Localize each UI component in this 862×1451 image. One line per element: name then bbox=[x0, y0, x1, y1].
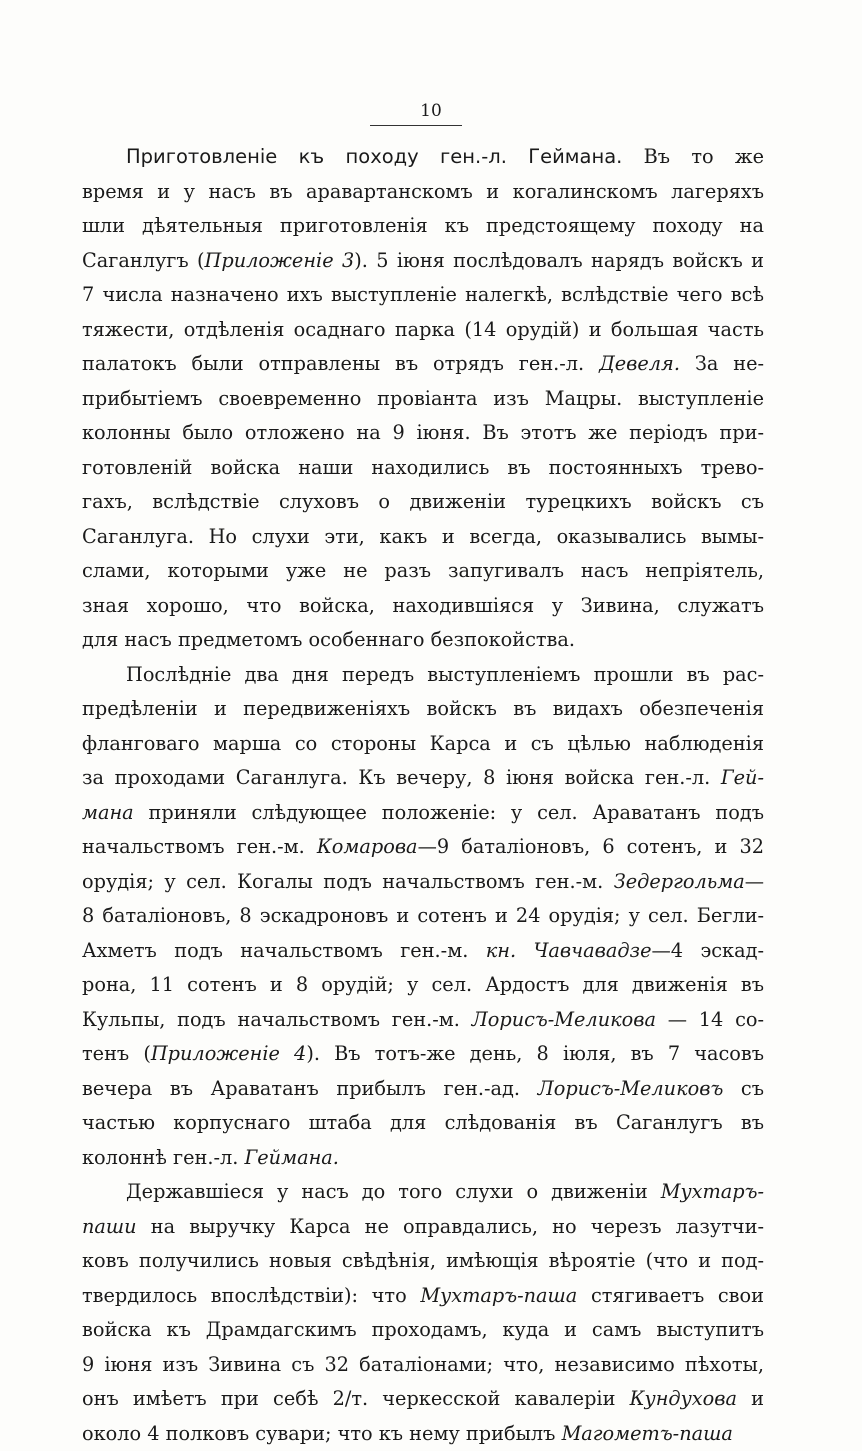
italic-text: Приложеніе 4 bbox=[151, 1042, 306, 1065]
text-run: тенъ ( bbox=[82, 1042, 151, 1065]
italic-text: Лорисъ-Меликовъ bbox=[538, 1077, 724, 1100]
text-run: Послѣдніе два дня передъ выступленіемъ прошли въ рас- bbox=[126, 663, 764, 686]
section-heading: Приготовленіе къ походу ген.-л. Геймана. bbox=[126, 145, 622, 168]
text-line bbox=[82, 1244, 764, 1279]
body-text bbox=[82, 140, 764, 1451]
italic-text: Девеля. bbox=[599, 352, 680, 375]
text-line bbox=[82, 209, 764, 244]
text-run: Саганлугъ ( bbox=[82, 249, 205, 272]
text-line bbox=[82, 1313, 764, 1348]
text-run: приняли слѣдующее положеніе: у сел. Араватанъ подъ bbox=[134, 801, 764, 824]
page-number: 10 bbox=[0, 101, 862, 121]
text-run: вечера въ Араватанъ прибылъ ген.-ад. bbox=[82, 1077, 538, 1100]
paragraph bbox=[82, 140, 764, 658]
text-run: гахъ, вслѣдствіе слуховъ о движеніи турецкихъ войскъ съ bbox=[82, 490, 764, 513]
text-run: палатокъ были отправлены въ отрядъ ген.-л. bbox=[82, 352, 599, 375]
text-run: съ bbox=[723, 1077, 764, 1100]
text-line bbox=[82, 278, 764, 313]
text-line bbox=[82, 865, 764, 900]
text-line bbox=[82, 658, 764, 693]
text-run: зная хорошо, что войска, находившіяся у Зивина, служатъ bbox=[82, 594, 764, 617]
text-run: ковъ получились новыя свѣдѣнія, имѣющія вѣроятіе (что и под- bbox=[82, 1249, 764, 1272]
text-run: на выручку Карса не оправдались, но черезъ лазутчи- bbox=[137, 1215, 764, 1238]
text-run: Кульпы, подъ начальствомъ ген.-м. bbox=[82, 1008, 472, 1031]
text-run: войска къ Драмдагскимъ проходамъ, куда и самъ выступитъ bbox=[82, 1318, 764, 1341]
text-run: — 14 со- bbox=[656, 1008, 764, 1031]
italic-text: Зедергольма bbox=[614, 870, 745, 893]
text-run: ). 5 іюня послѣдовалъ нарядъ войскъ и bbox=[354, 249, 764, 272]
text-run: слами, которыми уже не разъ запугивалъ насъ непріятель, bbox=[82, 559, 764, 582]
text-run: Ахметъ подъ начальствомъ ген.-м. bbox=[82, 939, 486, 962]
italic-text: кн. Чавчавадзе bbox=[486, 939, 652, 962]
text-line bbox=[82, 968, 764, 1003]
text-run: стягиваетъ свои bbox=[577, 1284, 764, 1307]
text-line bbox=[82, 416, 764, 451]
text-run: тяжести, отдѣленія осаднаго парка (14 орудій) и большая часть bbox=[82, 318, 764, 341]
text-line bbox=[82, 1175, 764, 1210]
text-run: около 4 полковъ сувари; что къ нему прибылъ bbox=[82, 1422, 562, 1445]
text-run: и bbox=[737, 1387, 764, 1410]
text-line bbox=[82, 727, 764, 762]
text-run: начальствомъ ген.-м. bbox=[82, 835, 317, 858]
text-run: рона, 11 сотенъ и 8 орудій; у сел. Ардостъ для движенія въ bbox=[82, 973, 764, 996]
text-line bbox=[82, 347, 764, 382]
italic-text: Приложеніе 3 bbox=[205, 249, 355, 272]
text-line bbox=[82, 1141, 764, 1176]
text-run: 8 баталіоновъ, 8 эскадроновъ и сотенъ и 24 орудія; у сел. Бегли- bbox=[82, 904, 764, 927]
text-run: — bbox=[745, 870, 764, 893]
text-line bbox=[82, 1072, 764, 1107]
italic-text: паши bbox=[82, 1215, 137, 1238]
text-run: онъ имѣетъ при себѣ 2/т. черкесской кавалеріи bbox=[82, 1387, 630, 1410]
text-line bbox=[82, 554, 764, 589]
text-line bbox=[82, 830, 764, 865]
text-run: 7 числа назначено ихъ выступленіе налегкѣ, вслѣдствіе чего всѣ bbox=[82, 283, 764, 306]
text-run: за проходами Саганлуга. Къ вечеру, 8 іюня войска ген.-л. bbox=[82, 766, 721, 789]
text-line bbox=[82, 796, 764, 831]
text-run: Державшіеся у насъ до того слухи о движеніи bbox=[126, 1180, 661, 1203]
paragraph bbox=[82, 1175, 764, 1451]
text-line bbox=[82, 1417, 764, 1451]
italic-text: Кундухова bbox=[630, 1387, 737, 1410]
text-line bbox=[82, 1106, 764, 1141]
text-run: фланговаго марша со стороны Карса и съ цѣлью наблюденія bbox=[82, 732, 764, 755]
text-run: ). Въ тотъ-же день, 8 іюля, въ 7 часовъ bbox=[306, 1042, 764, 1065]
text-line bbox=[82, 382, 764, 417]
text-run: частью корпуснаго штаба для слѣдованія въ Саганлугъ въ bbox=[82, 1111, 764, 1134]
text-line bbox=[82, 589, 764, 624]
text-line bbox=[82, 313, 764, 348]
paragraph bbox=[82, 658, 764, 1176]
text-line bbox=[82, 244, 764, 279]
italic-text: Мухтаръ- bbox=[661, 1180, 764, 1203]
text-run: для насъ предметомъ особеннаго безпокойства. bbox=[82, 628, 575, 651]
header-rule bbox=[370, 125, 462, 126]
text-run: —4 эскад- bbox=[651, 939, 764, 962]
text-run: 9 іюня изъ Зивина съ 32 баталіонами; что, независимо пѣхоты, bbox=[82, 1353, 764, 1376]
text-run: Саганлуга. Но слухи эти, какъ и всегда, оказывались вымы- bbox=[82, 525, 764, 548]
text-run: —9 баталіоновъ, 6 сотенъ, и 32 bbox=[418, 835, 764, 858]
text-run: Въ то же bbox=[622, 145, 764, 168]
text-run: время и у насъ въ аравартанскомъ и когалинскомъ лагеряхъ bbox=[82, 180, 764, 203]
text-line bbox=[82, 175, 764, 210]
italic-text: Геймана. bbox=[245, 1146, 339, 1169]
text-line bbox=[82, 451, 764, 486]
italic-text: мана bbox=[82, 801, 134, 824]
text-line bbox=[82, 1037, 764, 1072]
italic-text: Лорисъ-Меликова bbox=[472, 1008, 656, 1031]
text-line bbox=[82, 520, 764, 555]
text-run: колоннѣ ген.-л. bbox=[82, 1146, 245, 1169]
text-line bbox=[82, 934, 764, 969]
text-line bbox=[82, 899, 764, 934]
italic-text: Комарова bbox=[317, 835, 418, 858]
text-run: прибытіемъ своевременно провіанта изъ Мацры. выступленіе bbox=[82, 387, 764, 410]
text-run: шли дѣятельныя приготовленія къ предстоящему походу на bbox=[82, 214, 764, 237]
text-line bbox=[82, 485, 764, 520]
text-line bbox=[82, 1003, 764, 1038]
italic-text: Гей- bbox=[721, 766, 764, 789]
text-line bbox=[82, 761, 764, 796]
text-line bbox=[82, 1210, 764, 1245]
text-run: твердилось впослѣдствіи): что bbox=[82, 1284, 420, 1307]
text-line bbox=[82, 140, 764, 175]
text-line bbox=[82, 692, 764, 727]
italic-text: Мухтаръ-паша bbox=[420, 1284, 577, 1307]
text-line bbox=[82, 1348, 764, 1383]
text-run: За не- bbox=[680, 352, 764, 375]
text-run: предѣленіи и передвиженіяхъ войскъ въ видахъ обезпеченія bbox=[82, 697, 764, 720]
text-run: орудія; у сел. Когалы подъ начальствомъ ген.-м. bbox=[82, 870, 614, 893]
text-line bbox=[82, 623, 764, 658]
text-run: колонны было отложено на 9 іюня. Въ этотъ же періодъ при- bbox=[82, 421, 764, 444]
text-run: готовленій войска наши находились въ постоянныхъ трево- bbox=[82, 456, 764, 479]
text-line bbox=[82, 1382, 764, 1417]
text-line bbox=[82, 1279, 764, 1314]
italic-text: Магометъ-паша bbox=[562, 1422, 733, 1445]
